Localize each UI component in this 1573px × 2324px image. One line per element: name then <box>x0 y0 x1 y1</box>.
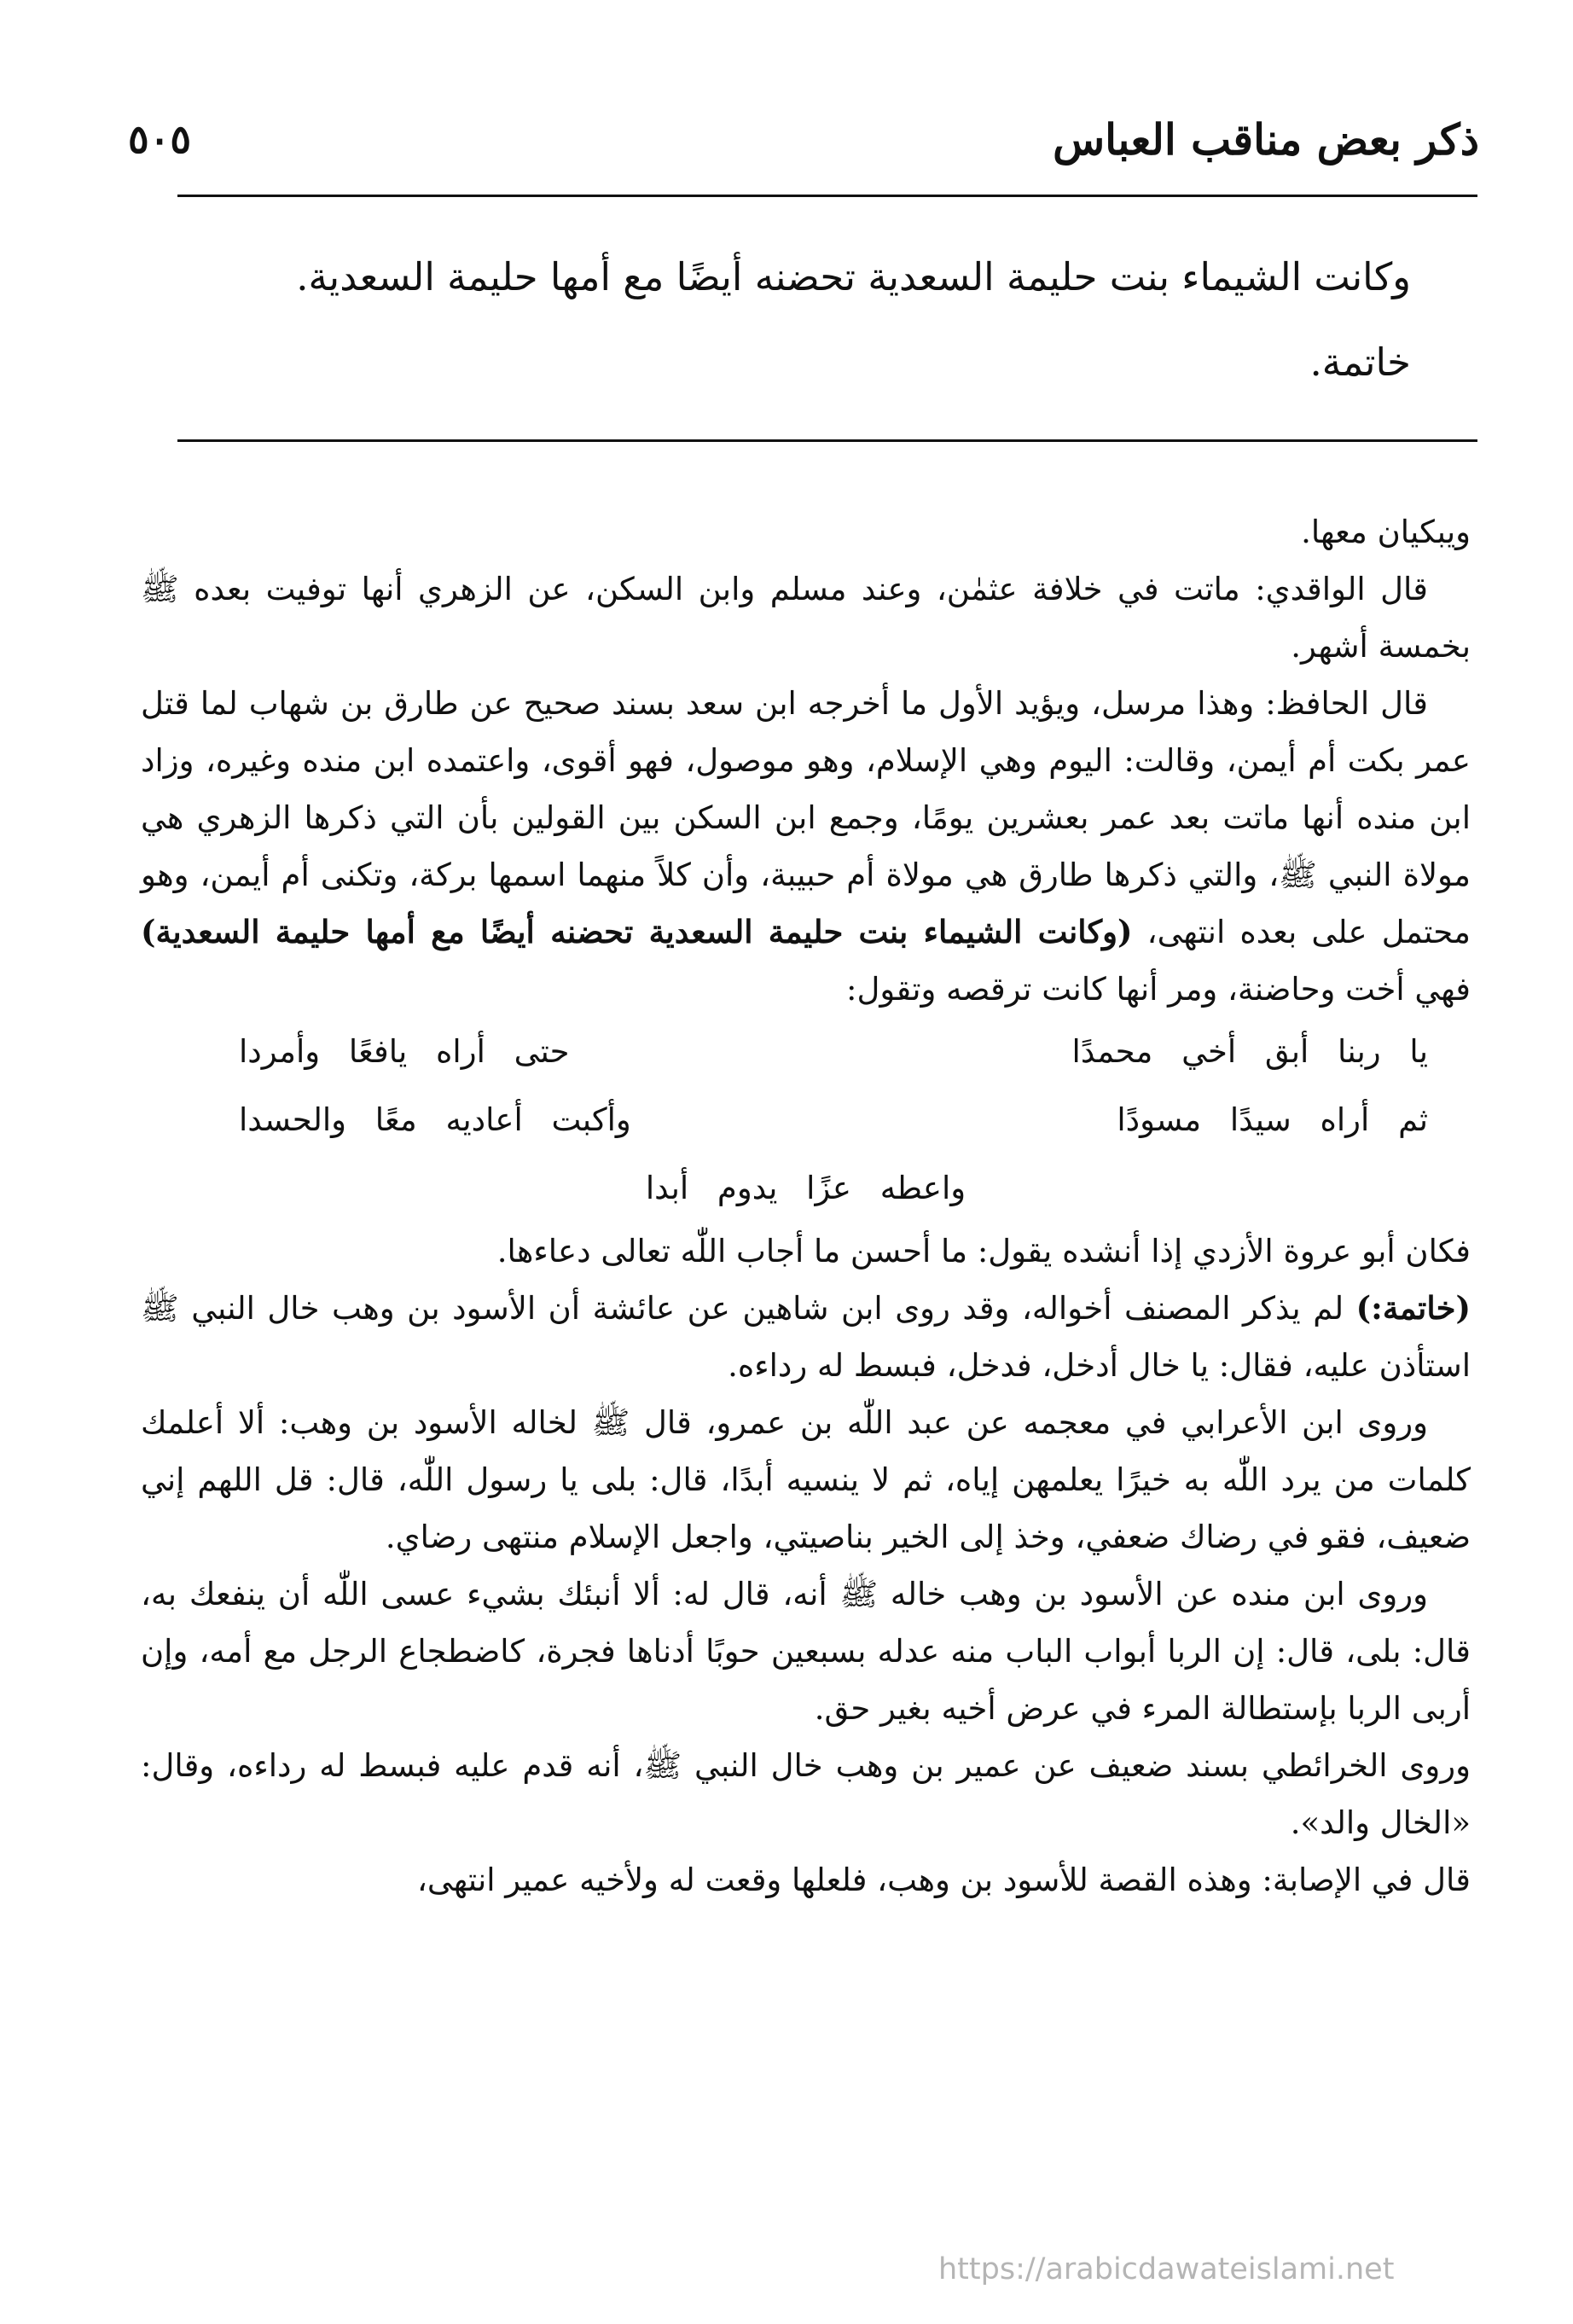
commentary-block <box>141 503 1471 1909</box>
commentary-paragraph: ويبكيان معها. <box>1301 514 1471 550</box>
commentary-paragraph <box>141 675 1471 1018</box>
commentary-paragraph <box>141 1280 1471 1394</box>
hemistich-left: وأكبت أعاديه معًا والحسدا <box>239 1101 631 1138</box>
site-watermark: https://arabicdawateislami.net <box>938 2252 1395 2286</box>
poem-verse <box>141 1154 1471 1223</box>
matn-divider <box>177 439 1477 442</box>
paragraph-text: قال الحافظ: وهذا مرسل، ويؤيد الأول ما أخرجه ابن سعد بسند صحيح عن طارق بن شهاب لما قتل عمر بكت أم أيمن، وقالت: اليوم وهي الإسلام، وهو موصول، فهو أقوى، واعتمده ابن منده وغيره، وزاد ابن منده أنها ماتت بعد عمر بعشرين يومًا، وجمع ابن السكن بين القولين بأن التي ذكرها الزهري هي مولاة النبي ﷺ، والتي ذكرها طارق هي مولاة أم حبيبة، وأن كلاً منهما اسمها بركة، وتكنى أم أيمن، وهو محتمل على بعده انتهى، <box>141 685 1471 950</box>
commentary-paragraph: وروى الخرائطي بسند ضعيف عن عمير بن وهب خال النبي ﷺ، أنه قدم عليه فبسط له رداءه، وقال: «الخال والد». <box>141 1747 1471 1841</box>
hemistich-right: ثم أراه سيدًا مسودًا <box>1117 1101 1428 1138</box>
commentary-paragraph: وروى ابن الأعرابي في معجمه عن عبد اللّٰه بن عمرو، قال ﷺ لخاله الأسود بن وهب: ألا أعلمك كلمات من يرد اللّٰه به خيرًا يعلمهن إياه، ثم لا ينسيه أبدًا، قال: بلى يا رسول اللّٰه، قال: قل اللهم إني ضعيف، فقو في رضاك ضعفي، وخذ إلى الخير بناصيتي، واجعل الإسلام منتهى رضاي. <box>141 1404 1471 1555</box>
hemistich-left: حتى أراه يافعًا وأمردا <box>239 1033 570 1070</box>
poem-verse <box>141 1018 1471 1086</box>
page-header <box>128 101 1479 177</box>
matn-line: خاتمة. <box>1309 340 1411 385</box>
running-title: ذكر بعض مناقب العباس <box>1053 113 1479 165</box>
paragraph-text: فهي أخت وحاضنة، ومر أنها كانت ترقصه وتقول: <box>846 971 1471 1008</box>
section-label: (خاتمة:) <box>1355 1289 1471 1327</box>
hemistich-center: واعطه عزًا يدوم أبدا <box>645 1170 966 1206</box>
header-divider <box>177 195 1477 197</box>
poem-verse <box>141 1086 1471 1154</box>
matn-line: وكانت الشيماء بنت حليمة السعدية تحضنه أيضًا مع أمها حليمة السعدية. <box>296 254 1411 299</box>
matn-text-block <box>128 235 1411 405</box>
commentary-paragraph: وروى ابن منده عن الأسود بن وهب خاله ﷺ أنه، قال له: ألا أنبئك بشيء عسى اللّٰه أن ينفعك به، قال: بلى، قال: إن الربا أبواب الباب منه عدله بسبعين حوبًا أدناها فجرة، كاضطجاع الرجل مع أمه، وإن أربى الربا بإستطالة المرء في عرض أخيه بغير حق. <box>141 1576 1471 1727</box>
quoted-matn: (وكانت الشيماء بنت حليمة السعدية تحضنه أيضًا مع أمها حليمة السعدية) <box>141 913 1133 950</box>
commentary-paragraph: قال الواقدي: ماتت في خلافة عثمٰن، وعند مسلم وابن السكن، عن الزهري أنها توفيت بعده ﷺ بخمسة أشهر. <box>141 571 1471 665</box>
paragraph-text: لم يذكر المصنف أخواله، وقد روى ابن شاهين عن عائشة أن الأسود بن وهب خال النبي ﷺ استأذن عليه، فقال: يا خال أدخل، فدخل، فبسط له رداءه. <box>141 1290 1471 1384</box>
hemistich-right: يا ربنا أبق أخي محمدًا <box>1071 1033 1428 1070</box>
commentary-paragraph: فكان أبو عروة الأزدي إذا أنشده يقول: ما أحسن ما أجاب اللّٰه تعالى دعاءها. <box>496 1233 1471 1269</box>
poem <box>141 1018 1471 1223</box>
commentary-paragraph: قال في الإصابة: وهذه القصة للأسود بن وهب، فلعلها وقعت له ولأخيه عمير انتهى، <box>416 1862 1471 1898</box>
page-number: ٥٠٥ <box>128 116 192 162</box>
